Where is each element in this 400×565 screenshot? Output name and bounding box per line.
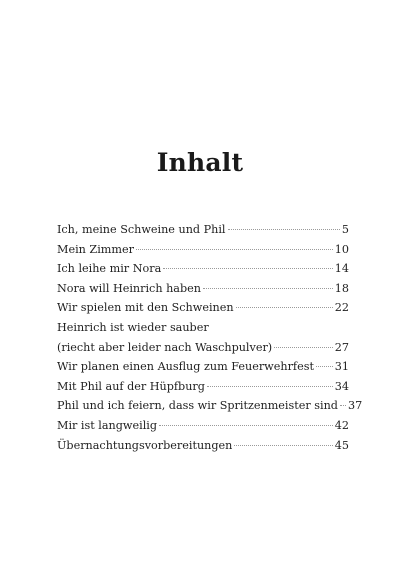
dot-leader	[207, 386, 333, 387]
toc-entry	[57, 436, 349, 456]
dot-leader	[316, 366, 333, 367]
toc-entry-page: 31	[334, 360, 349, 374]
toc-entry-page: 37	[347, 399, 363, 413]
toc-entry-page: 42	[334, 418, 349, 432]
dot-leader	[340, 405, 346, 406]
table-of-contents	[57, 220, 363, 455]
toc-entry	[57, 220, 349, 240]
toc-entry-title: Ich, meine Schweine und Phil	[57, 223, 226, 236]
toc-entry	[57, 240, 349, 260]
toc-entry-title-line1: Heinrich ist wieder sauber	[57, 320, 209, 334]
toc-entry-page: 10	[334, 242, 349, 256]
dot-leader	[163, 268, 333, 269]
toc-entry-title: Übernachtungsvorbereitungen	[57, 438, 233, 452]
toc-entry-title: Wir planen einen Ausflug zum Feuerwehrfest	[57, 360, 314, 374]
toc-entry-title: Ich leihe mir Nora	[57, 262, 162, 276]
dot-leader	[159, 425, 333, 426]
dot-leader	[274, 347, 333, 348]
toc-entry-page: 18	[334, 281, 349, 295]
toc-entry-title: (riecht aber leider nach Waschpulver)	[57, 340, 273, 354]
page-title: Inhalt	[156, 148, 244, 177]
toc-entry-page: 22	[334, 301, 349, 315]
toc-entry-title: Mein Zimmer	[57, 242, 134, 256]
toc-entry-title: Nora will Heinrich haben	[57, 281, 201, 295]
toc-entry-page: 14	[334, 262, 349, 276]
toc-entry-page: 34	[334, 379, 349, 393]
toc-entry	[57, 357, 349, 377]
toc-entry-page: 27	[334, 340, 349, 354]
dot-leader	[203, 288, 333, 289]
toc-entry-title: Mit Phil auf der Hüpfburg	[57, 379, 205, 393]
toc-entry	[57, 298, 349, 318]
toc-entry	[57, 377, 349, 397]
dot-leader	[234, 445, 332, 446]
toc-entry-page: 45	[334, 438, 349, 452]
toc-entry-page: 5	[341, 223, 349, 236]
toc-entry-title: Wir spielen mit den Schweinen	[57, 301, 234, 315]
toc-entry	[57, 396, 363, 416]
toc-entry	[57, 279, 349, 299]
toc-entry	[57, 259, 349, 279]
toc-entry	[57, 338, 349, 358]
dot-leader	[228, 229, 340, 230]
toc-entry-title: Mir ist langweilig	[57, 418, 158, 432]
dot-leader	[136, 249, 333, 250]
toc-entry-title: Phil und ich feiern, dass wir Spritzenmeister sind	[57, 399, 338, 413]
toc-entry	[57, 416, 349, 436]
dot-leader	[236, 307, 333, 308]
